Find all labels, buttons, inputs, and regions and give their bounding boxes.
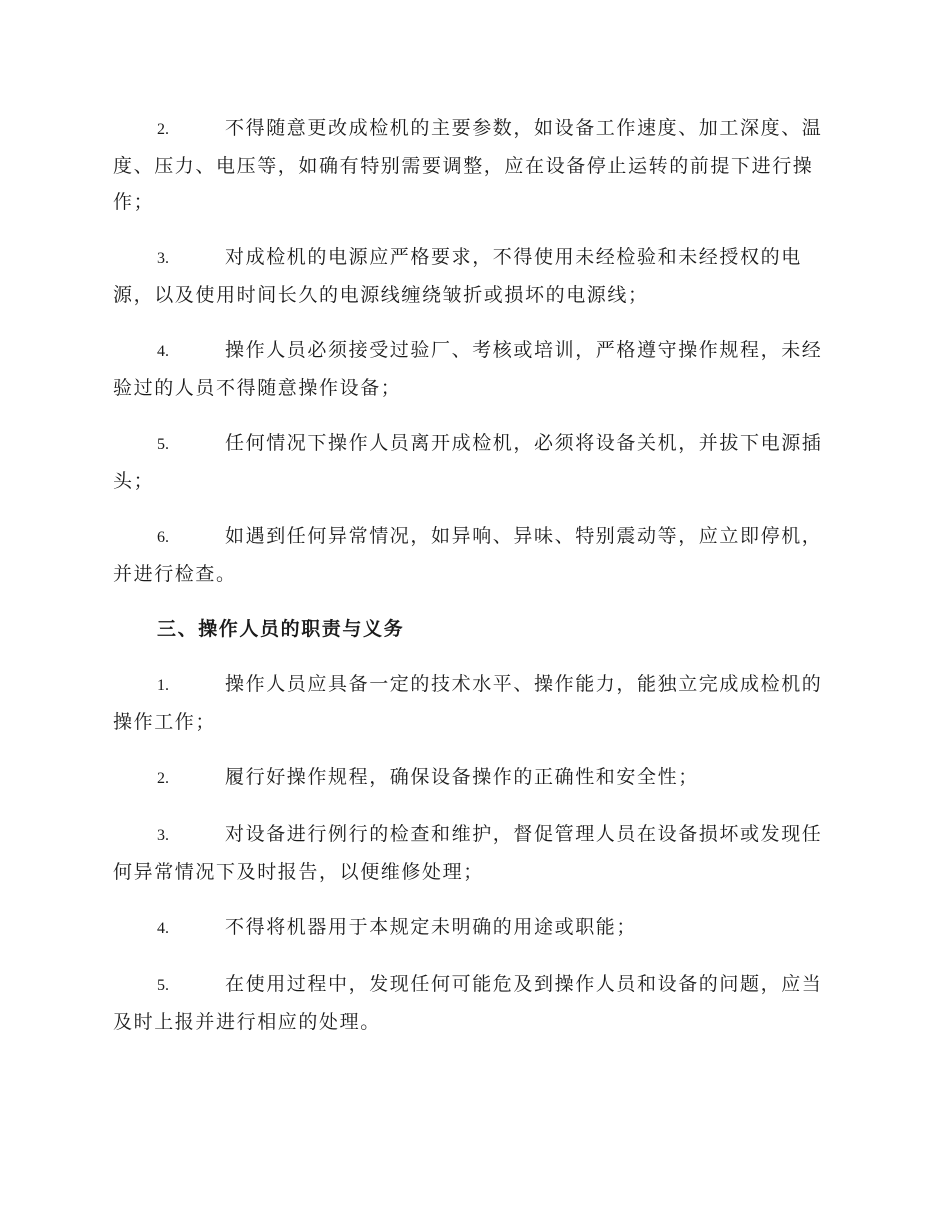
list-item: [113, 759, 833, 797]
list-item: [113, 909, 833, 947]
list-item-number: 3.: [157, 827, 169, 844]
list-item-text: 对成检机的电源应严格要求，不得使用未经检验和未经授权的电源，以及使用时间长久的电源线缠绕皱折或损坏的电源线；: [113, 246, 802, 306]
list-item-text: 不得随意更改成检机的主要参数，如设备工作速度、加工深度、温度、压力、电压等，如确有特别需要调整，应在设备停止运转的前提下进行操作；: [113, 117, 823, 213]
list-item-text: 任何情况下操作人员离开成检机，必须将设备关机，并拔下电源插头；: [113, 432, 823, 492]
list-item: [113, 110, 833, 220]
section-heading: 三、操作人员的职责与义务: [157, 618, 405, 640]
list-item-text: 在使用过程中，发现任何可能危及到操作人员和设备的问题，应当及时上报并进行相应的处理。: [113, 973, 823, 1033]
document-content: [113, 110, 833, 1059]
list-item: [113, 332, 833, 406]
list-item: [113, 816, 833, 890]
list-item-text: 操作人员应具备一定的技术水平、操作能力，能独立完成成检机的操作工作；: [113, 673, 823, 733]
list-item-number: 2.: [157, 121, 169, 138]
list-item-text: 对设备进行例行的检查和维护，督促管理人员在设备损坏或发现任何异常情况下及时报告，以便维修处理；: [113, 823, 823, 883]
list-item: [113, 666, 833, 740]
list-item-number: 1.: [157, 677, 169, 694]
list-item-text: 履行好操作规程，确保设备操作的正确性和安全性；: [225, 766, 699, 788]
list-item-text: 不得将机器用于本规定未明确的用途或职能；: [225, 916, 638, 938]
list-item-number: 4.: [157, 343, 169, 360]
list-item-number: 3.: [157, 250, 169, 267]
list-item: [113, 966, 833, 1040]
list-item-number: 4.: [157, 920, 169, 937]
list-item: [113, 425, 833, 499]
list-item-number: 5.: [157, 977, 169, 994]
list-item: [113, 518, 833, 592]
list-item-number: 5.: [157, 436, 169, 453]
list-item-text: 操作人员必须接受过验厂、考核或培训，严格遵守操作规程，未经验过的人员不得随意操作设备；: [113, 339, 823, 399]
list-item-number: 2.: [157, 770, 169, 787]
list-item-text: 如遇到任何异常情况，如异响、异味、特别震动等，应立即停机，并进行检查。: [113, 525, 823, 585]
list-item-number: 6.: [157, 529, 169, 546]
list-item: [113, 239, 833, 313]
